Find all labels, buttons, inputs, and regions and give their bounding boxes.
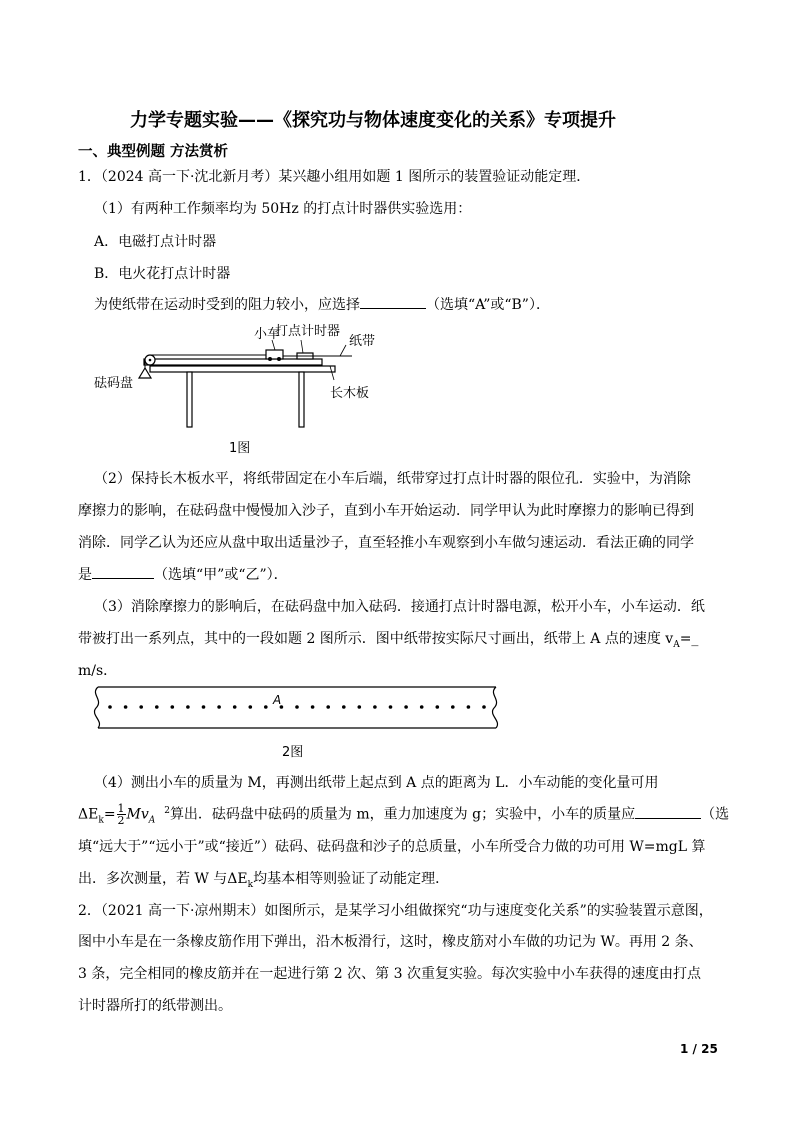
q1-part2-line4-text: 是 (78, 567, 92, 583)
tape-dot (124, 705, 128, 709)
q1-part4-line2-text: 算出．砝码盘中砝码的质量为 m，重力加速度为 g；实验中，小车的质量应 (169, 806, 636, 823)
fraction-denominator: 2 (117, 814, 125, 827)
q1-part3-line2 (78, 628, 698, 650)
tape-dot (295, 705, 299, 709)
point-a-label: A (273, 693, 282, 707)
tape-dot (264, 705, 268, 709)
page-number: 1 / 25 (680, 1042, 718, 1056)
q1-part4-line4 (78, 868, 449, 890)
q1-part3-line2-text: 带被打出一系列点，其中的一段如题 2 图所示．图中纸带按实际尺寸画出，纸带上 A 点的速度 v (78, 631, 674, 647)
velocity-a-subscript: A (148, 815, 156, 826)
q1-part2-line4 (78, 564, 288, 584)
delta-e: ΔE (78, 806, 99, 823)
tape-dot (311, 705, 315, 709)
q1-part4-line4-end: 均基本相等则验证了动能定理． (253, 871, 450, 887)
velocity-subscript: A (673, 639, 680, 650)
squared: 2 (164, 805, 170, 816)
answer-blank-2[interactable] (92, 564, 154, 579)
label-tray: 砝码盘 (94, 376, 134, 391)
equals: = (103, 806, 116, 823)
page-title: 力学专题实验——《探究功与物体速度变化的关系》专项提升 (130, 110, 616, 131)
q1-part4-line1: （4）测出小车的质量为 M，再测出纸带上起点到 A 点的距离为 L．小车动能的变化量可用 (94, 775, 659, 791)
question-2-line3: 3 条，完全相同的橡皮筋并在一起进行第 2 次、第 3 次重复实验。每次实验中小车获得的速度由打点 (78, 966, 701, 982)
q1-part4-line2 (78, 803, 729, 826)
tape-dots (108, 705, 486, 709)
tape-dot (342, 705, 346, 709)
tape-dot (108, 705, 112, 709)
tape-dot (233, 705, 237, 709)
label-timer: 打点计时器 (275, 324, 341, 339)
long-board (144, 359, 322, 365)
label-tape: 纸带 (349, 334, 376, 349)
q1-part1-question (94, 294, 550, 314)
tape-dot (358, 705, 362, 709)
question-2-line2: 图中小车是在一条橡皮筋作用下弹出，沿木板滑行，这时，橡皮筋对小车做的功记为 W。再用 2 条、 (78, 934, 703, 950)
label-board: 长木板 (330, 386, 370, 401)
q1-part1-question-text: 为使纸带在运动时受到的阻力较小，应选择 (94, 297, 360, 313)
one-half-fraction (117, 803, 126, 826)
delta-e-k-2: k (247, 879, 254, 890)
q1-part3-line2-blank[interactable]: =_ (679, 631, 699, 647)
tape-dot (326, 705, 330, 709)
mass-velocity: Mv (126, 806, 149, 823)
fraction-numerator: 1 (117, 802, 125, 815)
answer-blank-3[interactable] (635, 804, 701, 819)
delta-e-k: k (98, 815, 104, 826)
tape-dot (217, 705, 221, 709)
q1-part3-line3: m/s． (78, 663, 118, 679)
paper-tape-figure (88, 682, 510, 734)
q1-part3-line1: （3）消除摩擦力的影响后，在砝码盘中加入砝码．接通打点计时器电源，松开小车，小车运动．纸 (94, 599, 705, 615)
tape-dot (249, 705, 253, 709)
answer-blank-1[interactable] (360, 294, 426, 309)
tape-dot (171, 705, 175, 709)
tape-dot (404, 705, 408, 709)
tape-left-edge (94, 687, 99, 728)
weight-tray (139, 368, 151, 378)
question-2-line4: 计时器所打的纸带测出。 (78, 998, 232, 1014)
label-cart: 小车 (254, 327, 281, 342)
q1-part2-line3: 消除．同学乙认为还应从盘中取出适量沙子，直至轻推小车观察到小车做匀速运动．看法正确的同学 (78, 535, 694, 551)
question-1-intro: 1．（2024 高一下·沈北新月考）某兴趣小组用如题 1 图所示的装置验证动能定理． (78, 169, 591, 185)
table-leg-left (187, 372, 192, 427)
tape-dot (467, 705, 471, 709)
q1-part2-line1: （2）保持长木板水平，将纸带固定在小车后端，纸带穿过打点计时器的限位孔．实验中，为消除 (94, 471, 691, 487)
tape-dot (139, 705, 143, 709)
question-2-line1: 2．（2021 高一下·凉州期末）如图所示，是某学习小组做探究“功与速度变化关系”的实验装置示意图， (78, 903, 713, 919)
q1-part4-line4-text: 出．多次测量，若 W 与ΔE (78, 871, 248, 887)
q1-option-b: B．电火花打点计时器 (94, 266, 231, 282)
q1-part1-question-hint: （选填“A”或“B”）． (426, 297, 550, 313)
figure-1-caption: 1图 (229, 441, 251, 456)
tape-dot (186, 705, 190, 709)
tape-dot (373, 705, 377, 709)
section-heading: 一、典型例题 方法赏析 (78, 144, 229, 160)
tape-dot (436, 705, 440, 709)
figure-2-caption: 2图 (282, 745, 304, 760)
tape-dot (155, 705, 159, 709)
tape-dot (202, 705, 206, 709)
q1-part1: （1）有两种工作频率均为 50Hz 的打点计时器供实验选用： (94, 201, 472, 217)
table-leg-right (299, 372, 304, 427)
tape-dot (482, 705, 486, 709)
q1-part2-line4-hint: （选填“甲”或“乙”）． (154, 567, 288, 583)
q1-part4-line3: 填“远大于”“远小于”或“接近”）砝码、砝码盘和沙子的总质量，小车所受合力做的功可用 W=mgL 算 (78, 839, 706, 855)
tape-dot (389, 705, 393, 709)
q1-option-a: A．电磁打点计时器 (94, 234, 217, 250)
q1-part4-line2-end: （选 (701, 806, 730, 823)
tape-right-edge (492, 687, 497, 728)
table-top (150, 366, 335, 372)
q1-part2-line2: 摩擦力的影响，在砝码盘中慢慢加入沙子，直到小车开始运动．同学甲认为此时摩擦力的影响已得到 (78, 503, 694, 519)
tape-dot (451, 705, 455, 709)
tape-dot (420, 705, 424, 709)
